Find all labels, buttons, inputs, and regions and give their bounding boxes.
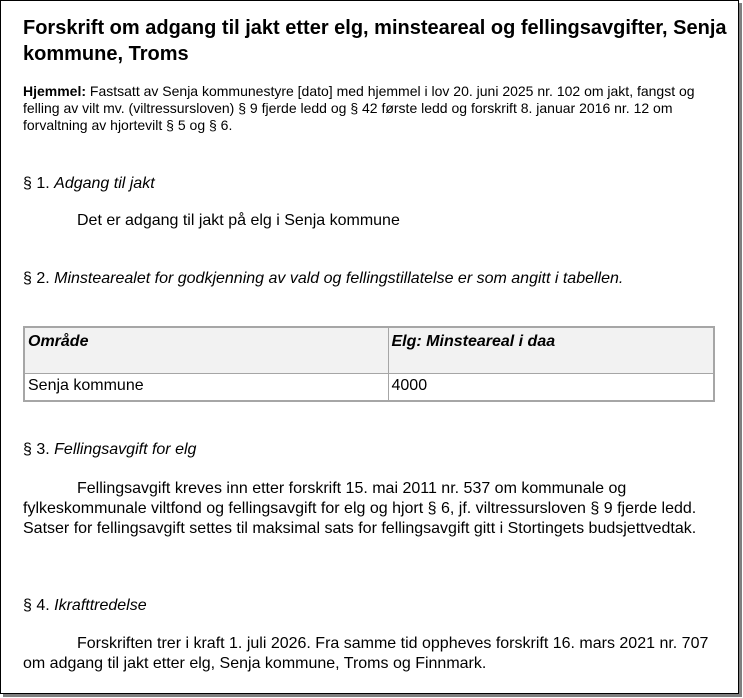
document-title: Forskrift om adgang til jakt etter elg, minsteareal og fellingsavgifter, Senja kommune, Troms: [23, 17, 727, 65]
section-1-title: Adgang til jakt: [54, 175, 155, 192]
section-2-title: Minstearealet for godkjenning av vald og fellingstillatelse er som angitt i tabellen.: [54, 270, 624, 287]
hjemmel-paragraph: [23, 83, 713, 134]
section-4-heading: [23, 596, 147, 616]
section-4-body: Forskriften trer i kraft 1. juli 2026. Fra samme tid oppheves forskrift 16. mars 2021 nr. 707 om adgang til jakt etter elg, Senja kommune, Troms og Finnmark.: [23, 635, 709, 672]
section-3-body: Fellingsavgift kreves inn etter forskrift 15. mai 2011 nr. 537 om kommunale og fylkeskommunale viltfond og fellingsavgift for elg og hjort § 6, jf. viltressursloven § 9 fjerde ledd. Satser for fellingsavgift settes til maksimal sats for fellingsavgift gitt i Stortingets budsjettvedtak.: [23, 480, 697, 537]
hjemmel-label: Hjemmel:: [23, 83, 87, 99]
section-4-number: § 4.: [23, 597, 50, 614]
section-4-title: Ikrafttredelse: [54, 597, 147, 614]
section-1-heading: [23, 174, 155, 194]
minsteareal-table: [23, 326, 715, 402]
table-header-row: [24, 327, 714, 373]
section-3-number: § 3.: [23, 441, 50, 458]
section-3-title: Fellingsavgift for elg: [54, 441, 197, 458]
section-1-number: § 1.: [23, 175, 50, 192]
section-2-number: § 2.: [23, 270, 50, 287]
section-3-heading: [23, 440, 196, 460]
hjemmel-text: Fastsatt av Senja kommunestyre [dato] med hjemmel i lov 20. juni 2025 nr. 102 om jakt, fangst og felling av vilt mv. (viltressursloven) § 9 fjerde ledd og § 42 første ledd og forskrift 8. januar 2016 nr. 12 om forvaltning av hjortevilt § 5 og § 6.: [23, 83, 695, 133]
table-row: [24, 373, 714, 401]
table-header-omrade: Område: [24, 327, 388, 373]
table-header-minsteareal: Elg: Minsteareal i daa: [388, 327, 714, 373]
section-2-heading: [23, 269, 623, 289]
table-cell-minsteareal: 4000: [388, 373, 714, 401]
table-cell-omrade: Senja kommune: [24, 373, 388, 401]
section-1-body: Det er adgang til jakt på elg i Senja kommune: [77, 212, 400, 229]
